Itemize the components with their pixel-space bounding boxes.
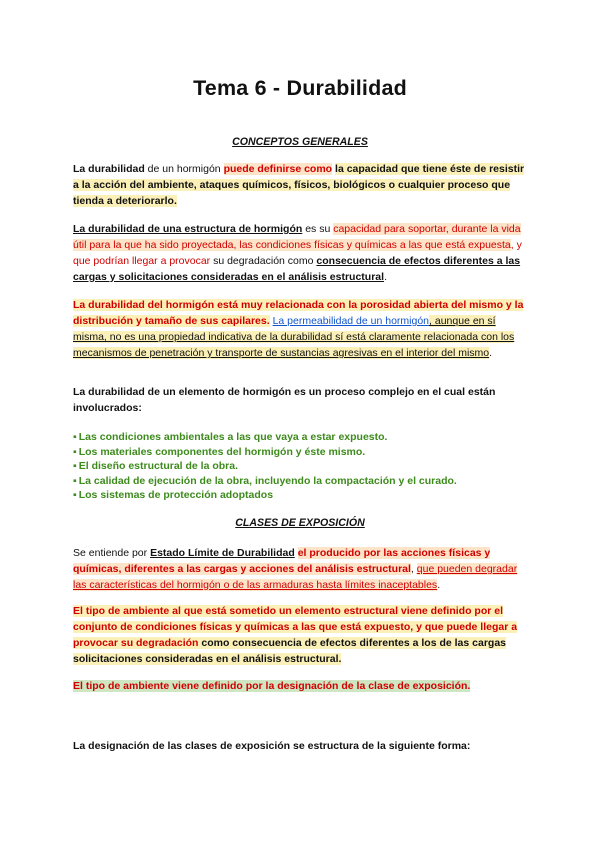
paragraph-exposure-class bbox=[73, 678, 529, 694]
text-structural-effects: consecuencia de efectos diferentes a las cargas y solicitaciones consideradas en el análisis estructural bbox=[73, 255, 521, 283]
paragraph-durability-definition bbox=[73, 161, 529, 209]
list-item: ▪ La calidad de ejecución de la obra, incluyendo la compactación y el curado. bbox=[73, 474, 529, 489]
paragraph-complex-process: La durabilidad de un elemento de hormigón es un proceso complejo en el cual están involucrados: bbox=[73, 386, 496, 414]
text-definition-body: la capacidad que tiene éste de resistir a la acción del ambiente, ataques químicos, físicos, biológicos o cualquier proceso que tienda a deteriorarlo. bbox=[73, 163, 525, 207]
list-item: ▪ Los sistemas de protección adoptados bbox=[73, 488, 529, 503]
text-environment-effects: como consecuencia de efectos diferentes a los de las cargas solicitaciones consideradas en el análisis estructural. bbox=[73, 637, 506, 665]
paragraph-designation: La designación de las clases de exposición se estructura de la siguiente forma: bbox=[73, 740, 471, 752]
list-item: ▪ Los materiales componentes del hormigón y éste mismo. bbox=[73, 445, 529, 460]
section-heading-exposure: CLASES DE EXPOSICIÓN bbox=[235, 517, 365, 529]
text-exposure-class: El tipo de ambiente viene definido por la designación de la clase de exposición. bbox=[73, 680, 471, 692]
text-structure-durability-term: La durabilidad de una estructura de hormigón bbox=[73, 223, 303, 235]
text-durability-term: La durabilidad bbox=[73, 163, 145, 175]
section-heading-general: CONCEPTOS GENERALES bbox=[232, 136, 368, 148]
text-degradation-cause: , y que podrían llegar a provocar bbox=[73, 239, 522, 267]
text-limit-state-definition: el producido por las acciones físicas y químicas, diferentes a las cargas y acciones del análisis estructural bbox=[73, 547, 491, 575]
factors-list bbox=[73, 430, 529, 503]
text-permeability-relation: , aunque en sí misma, no es una propiedad indicativa de la durabilidad sí está claramente relacionada con los mecanismos de penetración y transporte de sustancias agresivas en el interior del mismo bbox=[73, 315, 515, 359]
text-degrade-limits: que pueden degradar las características del hormigón o de las armaduras hasta límites inaceptables bbox=[73, 563, 518, 591]
paragraph-structure-durability: La durabilidad de una estructura de hormigón es su capacidad para soportar, durante la vida útil para la que ha sido proyectada, las condiciones físicas y químicas a las que está expuesta, y que podrían llegar a provocar su degradación como consecuencia de efectos diferentes a las cargas y solicitaciones consideradas en el análisis estructural. bbox=[73, 223, 522, 283]
list-item: ▪ El diseño estructural de la obra. bbox=[73, 459, 529, 474]
text-environment-definition: El tipo de ambiente al que está sometido un elemento estructural viene definido por el conjunto de condiciones físicas y químicas a las que está expuesto, y que puede llegar a provocar su degradación bbox=[73, 605, 518, 649]
text-definition-lead: puede definirse como bbox=[223, 163, 333, 175]
paragraph-porosity: La durabilidad del hormigón está muy relacionada con la porosidad abierta del mismo y la distribución y tamaño de sus capilares. La permeabilidad de un hormigón, aunque en sí misma, no es una propiedad indicativa de la durabilidad sí está claramente relacionada con los mecanismos de penetración y transporte de sustancias agresivas en el interior del mismo. bbox=[73, 299, 524, 359]
text-plain: de un hormigón bbox=[144, 163, 224, 175]
text-structure-capacity: capacidad para soportar, durante la vida útil para la que ha sido proyectada, las condiciones físicas y químicas a las que está expuesta bbox=[73, 223, 521, 251]
list-item: ▪ Las condiciones ambientales a las que vaya a estar expuesto. bbox=[73, 430, 529, 445]
page-title: Tema 6 - Durabilidad bbox=[193, 76, 407, 100]
text-limit-state-term: Estado Límite de Durabilidad bbox=[150, 547, 295, 559]
link-permeability[interactable]: La permeabilidad de un hormigón bbox=[272, 315, 430, 327]
paragraph-environment-type bbox=[73, 603, 529, 667]
paragraph-limit-state: Se entiende por Estado Límite de Durabilidad el producido por las acciones físicas y químicas, diferentes a las cargas y acciones del análisis estructural, que pueden degradar las características del hormigón o de las armaduras hasta límites inaceptables. bbox=[73, 547, 518, 591]
text-porosity-relation: La durabilidad del hormigón está muy relacionada con la porosidad abierta del mismo y la distribución y tamaño de sus capilares. bbox=[73, 299, 524, 327]
